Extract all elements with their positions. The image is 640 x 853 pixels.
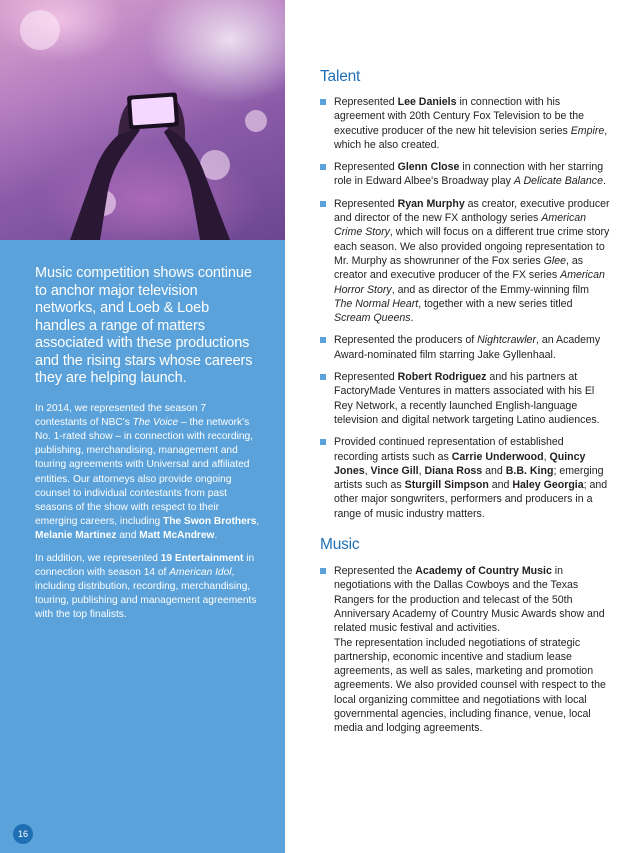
hands-holding-phone-silhouette	[0, 0, 285, 240]
left-text-block	[35, 265, 260, 631]
page-number: 16	[13, 824, 33, 844]
list-item: Represented the producers of Nightcrawler, an Academy Award-nominated film starring Jake Gyllenhaal.	[320, 333, 610, 362]
list-item: Represented Robert Rodriguez and his partners at FactoryMade Ventures in matters associated with his El Rey Network, a recently launched English-language television and digital network targeting Latino audiences.	[320, 370, 610, 427]
list-item: Represented Ryan Murphy as creator, executive producer and director of the new FX anthology series American Crime Story, which will focus on a different true crime story each season. We also provided ongoing representation to Mr. Murphy as showrunner of the Fox series Glee, as creator and executive producer of the FX series American Horror Story, and as director of the Emmy-winning film The Normal Heart, together with a new series titled Scream Queens.	[320, 197, 610, 326]
list-item: Represented the Academy of Country Music in negotiations with the Dallas Cowboys and the Texas Rangers for the production and telecast of the 50th Anniversary Academy of Country Music Awards show and related music festival and activities. The representation included negotiations of strategic partnership, economic incentive and stadium lease agreements, as well as sales, marketing and promotion agreements. We also provided counsel with respect to the local organizing committee and negotiations with local governmental agencies, including finance, venue, local media and lodging agreements.	[320, 564, 610, 736]
list-item: Represented Lee Daniels in connection with his agreement with 20th Century Fox Television to be the executive producer of the new hit television series Empire, which he also created.	[320, 95, 610, 152]
list-item: Provided continued representation of established recording artists such as Carrie Underwood, Quincy Jones, Vince Gill, Diana Ross and B.B. King; emerging artists such as Sturgill Simpson and Haley Georgia; and other major songwriters, performers and producers in a range of music industry matters.	[320, 435, 610, 521]
concert-photo	[0, 0, 285, 240]
music-list	[320, 564, 610, 736]
left-paragraph-idol: In addition, we represented 19 Entertainment in connection with season 14 of American Idol, including distribution, recording, merchandising, touring, publishing and management agreements with the top finalists.	[35, 552, 257, 621]
left-paragraph-voice: In 2014, we represented the season 7 contestants of NBC's The Voice – the network's No. 1-rated show – in connection with recording, publishing, merchandising, management and touring agreements with Universal and affiliated entities. Our attorneys also provide ongoing counsel to individual contestants from past seasons of the show with respect to their emerging careers, including The Swon Brothers, Melanie Martinez and Matt McAndrew.	[35, 402, 260, 542]
section-title-music: Music	[320, 536, 360, 554]
section-title-talent: Talent	[320, 68, 361, 85]
right-column	[320, 68, 610, 744]
list-item: Represented Glenn Close in connection with her starring role in Edward Albee's Broadway play A Delicate Balance.	[320, 160, 610, 189]
pullquote: Music competition shows continue to anchor major television networks, and Loeb & Loeb handles a range of matters associated with these productions and the rising stars whose careers they are helping launch.	[35, 265, 253, 386]
left-panel	[0, 0, 285, 853]
talent-list	[320, 95, 610, 521]
